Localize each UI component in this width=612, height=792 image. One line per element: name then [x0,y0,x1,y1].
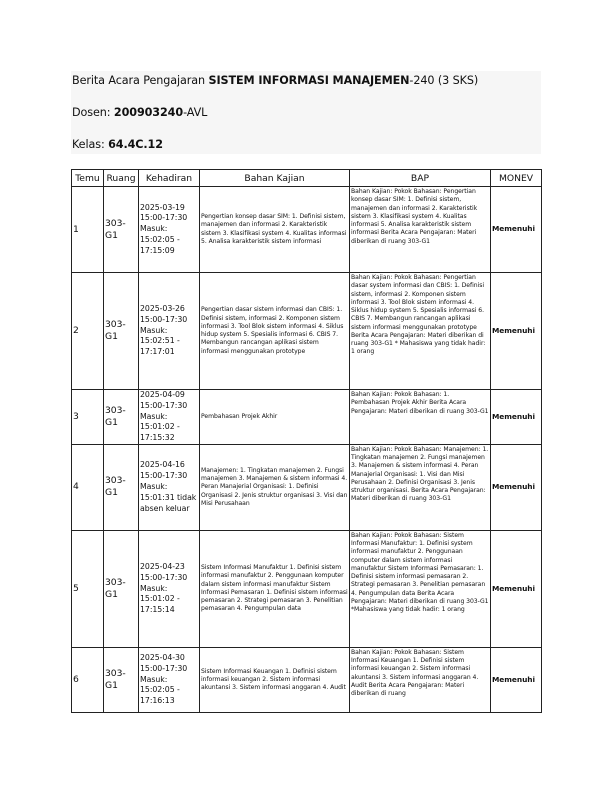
monev-cell: Memenuhi [491,273,542,390]
table-header-row [72,170,542,187]
table-row [72,530,542,647]
kehadiran-cell: 2025-03-26 15:00-17:30 Masuk: 15:02:51 - 17:17:01 [139,273,200,390]
table-row [72,647,542,712]
ruang-cell: 303-G1 [104,530,139,647]
bahan-kajian-cell: Sistem Informasi Keuangan 1. Definisi sistem informasi keuangan 2. Sistem informasi akuntansi 3. Sistem informasi anggaran 4. Audit [200,647,350,712]
ruang-cell: 303-G1 [104,187,139,273]
temu-cell: 2 [72,273,104,390]
temu-cell: 3 [72,390,104,445]
bahan-kajian-cell: Sistem Informasi Manufaktur 1. Definisi sistem informasi manufaktur 2. Penggunaan komputer dalam sistem informasi manufaktur Sistem Informasi Pemasaran 1. Definisi sistem informasi pemasaran 2. Strategi pemasaran 3. Penelitian pemasaran 4. Pengumpulan data [200,530,350,647]
report-title: Berita Acara Pengajaran SISTEM INFORMASI MANAJEMEN-240 (3 SKS) [72,74,479,87]
col-header-monev: MONEV [491,170,542,187]
temu-cell: 4 [72,444,104,530]
bahan-kajian-cell: Pembahasan Projek Akhir [200,390,350,445]
ruang-cell: 303-G1 [104,444,139,530]
table-row [72,273,542,390]
lecturer-id: 200903240 [113,106,184,119]
col-header-bahan-kajian: Bahan Kajian [200,170,350,187]
bahan-kajian-cell: Pengertian dasar sistem informasi dan CBIS: 1. Definisi sistem, informasi 2. Komponen sistem informasi 3. Tool Blok sistem informasi 4. Siklus hidup system 5. Spesialis informasi 6. CBIS 7. Membangun rancangan aplikasi sistem informasi menggunakan prototype [200,273,350,390]
bap-cell: Bahan Kajian: Pokok Bahasan: 1. Pembahasan Projek Akhir Berita Acara Pengajaran: Materi diberikan di ruang 303-G1 [350,390,491,445]
monev-cell: Memenuhi [491,647,542,712]
class-code: 64.4C.12 [108,138,163,151]
table-row [72,187,542,273]
col-header-kehadiran: Kehadiran [139,170,200,187]
kehadiran-cell: 2025-03-19 15:00-17:30 Masuk: 15:02:05 - 17:15:09 [139,187,200,273]
col-header-bap: BAP [350,170,491,187]
bap-cell: Bahan Kajian: Pokok Bahasan: Sistem Informasi Manufaktur: 1. Definisi system informasi manufaktur 2. Penggunaan computer dalam sistem informasi manufaktur Sistem Informasi Pemasaran: 1. Definisi sistem informasi pemasaran 2. Strategi pemasaran 3. Penelitian pemasaran 4. Pengumpulan data Berita Acara Pengajaran: Materi diberikan di ruang 303-G1 *Mahasiswa yang tidak hadir: 1 orang [350,530,491,647]
kehadiran-cell: 2025-04-23 15:00-17:30 Masuk: 15:01:02 - 17:15:14 [139,530,200,647]
monev-cell: Memenuhi [491,390,542,445]
bap-cell: Bahan Kajian: Pokok Bahasan: Sistem Informasi Keuangan 1. Definisi sistem informasi keuangan 2. Sistem informasi akuntansi 3. Sistem informasi anggaran 4. Audit Berita Acara Pengajaran: Materi diberikan di ruang [350,647,491,712]
ruang-cell: 303-G1 [104,390,139,445]
col-header-ruang: Ruang [104,170,139,187]
ruang-cell: 303-G1 [104,273,139,390]
ruang-cell: 303-G1 [104,647,139,712]
monev-cell: Memenuhi [491,530,542,647]
bap-cell: Bahan Kajian: Pokok Bahasan: Pengertian dasar system informasi dan CBIS: 1. Definisi sistem, informasi 2. Komponen sistem informasi 3. Tool Blok sistem informasi 4. Siklus hidup system 5. Spesialis informasi 6. CBIS 7. Membangun rancangan aplikasi sistem informasi menggunakan prototype Berita Acara Pengajaran: Materi diberikan di ruang 303-G1 * Mahasiswa yang tidak hadir: 1 orang [350,273,491,390]
table-row [72,390,542,445]
temu-cell: 6 [72,647,104,712]
class-line: Kelas: 64.4C.12 [72,138,163,151]
col-header-temu: Temu [72,170,104,187]
kehadiran-cell: 2025-04-09 15:00-17:30 Masuk: 15:01:02 - 17:15:32 [139,390,200,445]
table-row [72,444,542,530]
monev-cell: Memenuhi [491,187,542,273]
document-header [71,71,541,154]
kehadiran-cell: 2025-04-30 15:00-17:30 Masuk: 15:02:05 - 17:16:13 [139,647,200,712]
bahan-kajian-cell: Pengertian konsep dasar SIM: 1. Definisi sistem, manajemen dan informasi 2. Karakteristik sistem 3. Klasifikasi system 4. Kualitas informasi 5. Analisa karakteristik sistem informasi [200,187,350,273]
course-name: SISTEM INFORMASI MANAJEMEN [208,74,410,87]
temu-cell: 5 [72,530,104,647]
temu-cell: 1 [72,187,104,273]
teaching-log-table [71,169,542,713]
bap-cell: Bahan Kajian: Pokok Bahasan: Pengertian konsep dasar SIM: 1. Definisi sistem, manajemen dan informasi 2. Karakteristik sistem 3. Klasifikasi system 4. Kualitas informasi 5. Analisa karakteristik sistem informasi Berita Acara Pengajaran: Materi diberikan di ruang 303-G1 [350,187,491,273]
monev-cell: Memenuhi [491,444,542,530]
kehadiran-cell: 2025-04-16 15:00-17:30 Masuk: 15:01:31 tidak absen keluar [139,444,200,530]
lecturer-line: Dosen: 200903240-AVL [72,106,208,119]
bap-cell: Bahan Kajian: Pokok Bahasan: Manajemen: 1. Tingkatan manajemen 2. Fungsi manajemen 3. Manajemen & sistem informasi 4. Peran Manajerial Organisasi: 1. Visi dan Misi Perusahaan 2. Definisi Organisasi 3. Jenis struktur organisasi. Berita Acara Pengajaran: Materi diberikan di ruang 303-G1 [350,444,491,530]
bahan-kajian-cell: Manajemen: 1. Tingkatan manajemen 2. Fungsi manajemen 3. Manajemen & sistem informasi 4. Peran Manajerial Organisasi: 1. Definisi Organisasi 2. Jenis struktur organisasi 3. Visi dan Misi Perusahaan [200,444,350,530]
